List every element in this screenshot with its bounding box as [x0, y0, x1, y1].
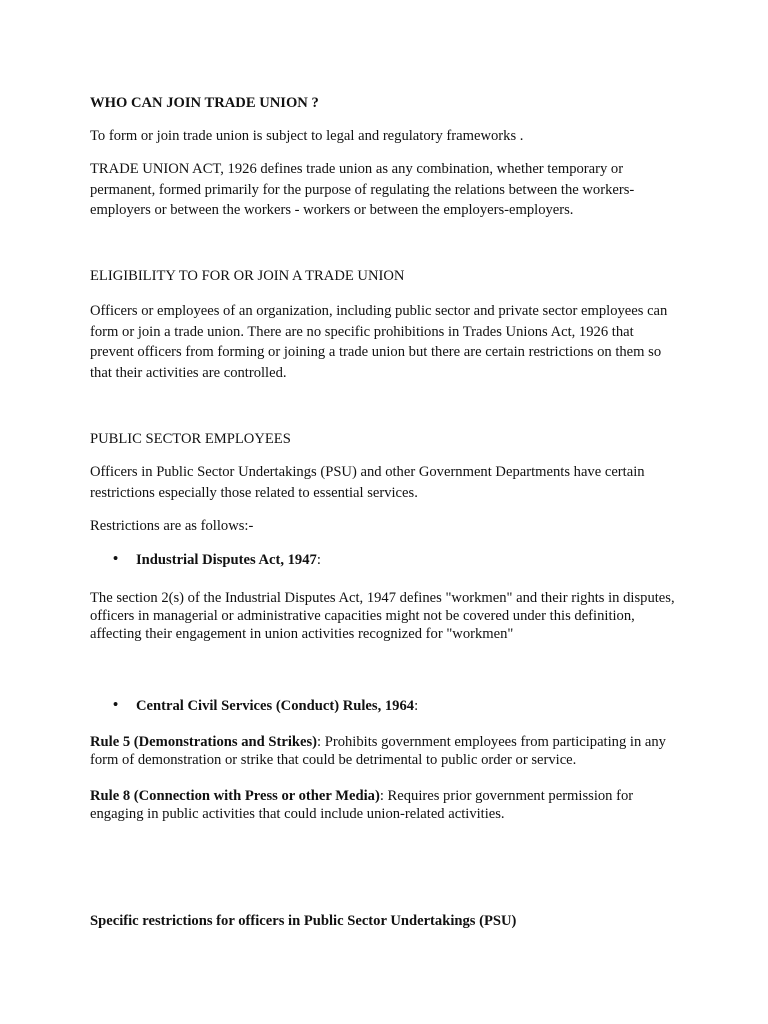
bullet-1-title: Industrial Disputes Act, 1947	[136, 552, 317, 568]
heading-eligibility: ELIGIBILITY TO FOR OR JOIN A TRADE UNION	[90, 268, 405, 284]
rule-8-title: Rule 8 (Connection with Press or other Media)	[90, 788, 380, 804]
heading-public-sector: PUBLIC SECTOR EMPLOYEES	[90, 431, 291, 447]
bullet-2-marker: •	[113, 697, 119, 713]
heading-specific-restrictions: Specific restrictions for officers in Public Sector Undertakings (PSU)	[90, 913, 517, 929]
bullet-1-marker: •	[113, 551, 119, 567]
paragraph-rule-5	[90, 733, 680, 769]
paragraph-act-definition: TRADE UNION ACT, 1926 defines trade union as any combination, whether temporary or permanent, formed primarily for the purpose of regulating the relations between the workers-employers or between the workers - workers or between the employers-employers.	[90, 161, 635, 218]
bullet-2-title: Central Civil Services (Conduct) Rules, 1964	[136, 698, 415, 714]
paragraph-eligibility: Officers or employees of an organization, including public sector and private sector employees can form or join a trade union. There are no specific prohibitions in Trades Unions Act, 1926 that prevent officers from forming or joining a trade union but there are certain restrictions on them so that their activities are controlled.	[90, 303, 668, 381]
paragraph-psu: Officers in Public Sector Undertakings (PSU) and other Government Departments have certain restrictions especially those related to essential services.	[90, 464, 645, 501]
rule-5-title: Rule 5 (Demonstrations and Strikes)	[90, 734, 318, 750]
paragraph-section-2s: The section 2(s) of the Industrial Disputes Act, 1947 defines "workmen" and their rights in disputes, officers in managerial or administrative capacities might not be covered under this definition, affecting their engagement in union activities recognized for "workmen"	[90, 590, 675, 642]
paragraph-rule-8	[90, 787, 680, 823]
bullet-2-suffix: :	[414, 698, 419, 714]
bullet-2	[136, 696, 418, 716]
bullet-1-suffix: :	[316, 552, 321, 568]
rule-8-text: : Requires prior government permission for engaging in public activities that could include union-related activities.	[90, 788, 634, 822]
rule-5-text: : Prohibits government employees from participating in any form of demonstration or strike that could be detrimental to public order or service.	[90, 734, 666, 768]
paragraph-form-join: To form or join trade union is subject to legal and regulatory frameworks .	[90, 128, 524, 144]
bullet-1	[136, 550, 321, 570]
paragraph-restrictions: Restrictions are as follows:-	[90, 518, 254, 534]
heading-who-can-join: WHO CAN JOIN TRADE UNION ?	[90, 95, 319, 111]
